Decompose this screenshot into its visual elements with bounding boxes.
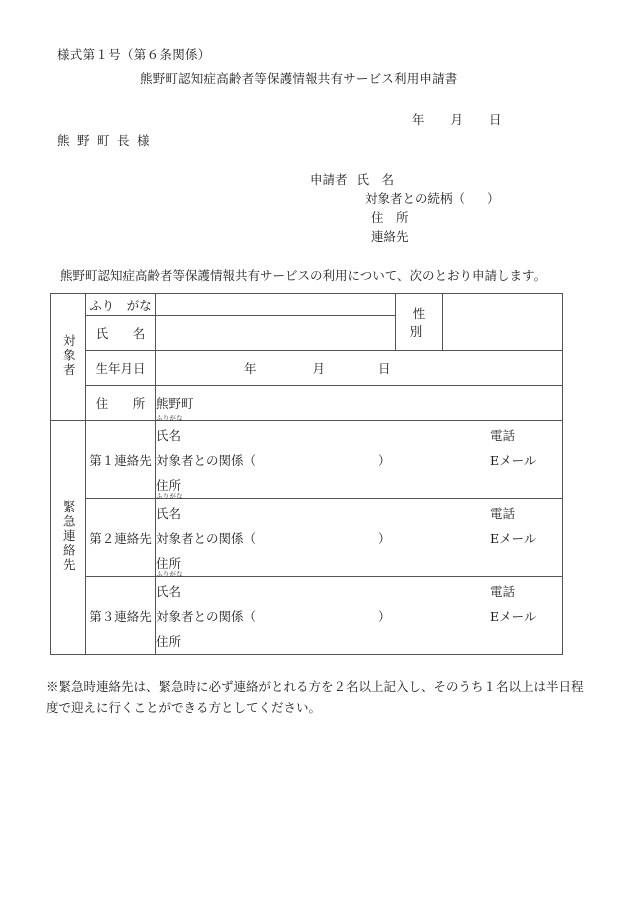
contact-2-phone-label: 電話 bbox=[490, 506, 516, 521]
footnote: ※緊急時連絡先は、緊急時に必ず連絡がとれる方を２名以上記入し、そのうち１名以上は半日程度で迎えに行くことができる方としてください。 bbox=[46, 679, 584, 715]
contact-2-email-label: Eメール bbox=[490, 531, 537, 546]
contact-2-name-line[interactable] bbox=[156, 492, 562, 526]
table-row bbox=[51, 421, 563, 499]
date-year-label: 年 bbox=[412, 112, 425, 127]
contact-3-relation-label: 対象者との関係（ bbox=[156, 609, 257, 624]
furigana-label: ふり がな bbox=[86, 294, 156, 316]
contact-1-relation-label: 対象者との関係（ bbox=[156, 453, 257, 468]
contact-1-body bbox=[156, 414, 563, 499]
table-row bbox=[51, 577, 563, 655]
table-row bbox=[51, 499, 563, 577]
table-row bbox=[51, 294, 563, 316]
contact-3-label: 第３連絡先 bbox=[86, 577, 156, 655]
applicant-relation-label: 対象者との続柄（ bbox=[365, 191, 466, 206]
contact-1-address-label: 住所 bbox=[156, 478, 182, 493]
contact-2-address-line[interactable] bbox=[156, 551, 562, 576]
subject-name-label bbox=[86, 316, 156, 351]
contact-3-name-label: 氏名 bbox=[156, 584, 182, 599]
applicant-block bbox=[310, 170, 500, 246]
application-table bbox=[50, 293, 563, 655]
addressee: 熊野町長様 bbox=[57, 133, 158, 148]
contact-2-relation-label: 対象者との関係（ bbox=[156, 531, 257, 546]
applicant-name-row bbox=[310, 170, 500, 189]
subject-address-input[interactable] bbox=[156, 386, 563, 421]
contact-1-address-line[interactable] bbox=[156, 473, 562, 498]
birth-year-label: 年 bbox=[244, 361, 257, 376]
table-row bbox=[51, 386, 563, 421]
sex-label bbox=[396, 294, 450, 351]
contact-3-email-label: Eメール bbox=[490, 609, 537, 624]
contact-1-phone-label: 電話 bbox=[490, 428, 516, 443]
date-month-label: 月 bbox=[450, 112, 464, 127]
date-day-label: 日 bbox=[489, 112, 502, 127]
applicant-contact-row bbox=[310, 227, 500, 246]
subject-name-input[interactable] bbox=[156, 316, 396, 351]
subject-vertical-label-text: 対象者 bbox=[61, 333, 77, 378]
subject-address-value: 熊野町 bbox=[156, 396, 194, 411]
contact-1-relation-line[interactable] bbox=[156, 448, 562, 473]
contact-2-body bbox=[156, 492, 563, 577]
contact-3-relation-close: ） bbox=[378, 609, 391, 624]
contact-1-label: 第１連絡先 bbox=[86, 421, 156, 499]
contact-2-relation-line[interactable] bbox=[156, 526, 562, 551]
contact-2-label: 第２連絡先 bbox=[86, 499, 156, 577]
contact-1-email-label: Eメール bbox=[490, 453, 537, 468]
subject-vertical-label bbox=[51, 294, 86, 421]
applicant-name-label: 氏 名 bbox=[356, 172, 395, 187]
contact-3-name-line[interactable] bbox=[156, 570, 562, 604]
contact-3-address-line[interactable] bbox=[156, 629, 562, 654]
birth-day-label: 日 bbox=[378, 361, 391, 376]
contact-1-name-label: 氏名 bbox=[156, 428, 182, 443]
contact-3-relation-line[interactable] bbox=[156, 604, 562, 629]
birthdate-label: 生年月日 bbox=[86, 351, 156, 386]
applicant-relation-row bbox=[310, 189, 500, 208]
furigana-input[interactable] bbox=[156, 294, 396, 316]
contact-2-furigana-ruby: ふりがな bbox=[156, 492, 183, 500]
contact-1-name-line[interactable] bbox=[156, 414, 562, 448]
contact-3-phone-label: 電話 bbox=[490, 584, 516, 599]
subject-address-label-text: 住 所 bbox=[95, 396, 152, 411]
subject-name-label-text: 氏 名 bbox=[95, 326, 152, 341]
birthdate-input[interactable] bbox=[156, 351, 563, 386]
form-code: 様式第１号（第６条関係） bbox=[57, 47, 211, 62]
intro-sentence: 熊野町認知症高齢者等保護情報共有サービスの利用について、次のとおり申請します。 bbox=[60, 268, 547, 283]
sex-input[interactable] bbox=[443, 294, 563, 351]
applicant-address-row bbox=[310, 208, 500, 227]
applicant-address-label: 住 所 bbox=[371, 210, 409, 225]
contact-1-relation-close: ） bbox=[378, 453, 391, 468]
applicant-contact-label: 連絡先 bbox=[371, 229, 409, 244]
birth-month-label: 月 bbox=[312, 361, 326, 376]
emergency-vertical-label bbox=[51, 421, 86, 655]
emergency-vertical-label-text: 緊急連絡先 bbox=[61, 499, 77, 573]
applicant-relation-close: ） bbox=[487, 191, 500, 206]
contact-3-body bbox=[156, 570, 563, 655]
document-title: 熊野町認知症高齢者等保護情報共有サービス利用申請書 bbox=[140, 71, 458, 86]
sex-label-text: 性 別 bbox=[409, 306, 450, 339]
applicant-lead-label: 申請者 bbox=[310, 172, 348, 187]
contact-2-relation-close: ） bbox=[378, 531, 391, 546]
contact-3-furigana-ruby: ふりがな bbox=[156, 570, 183, 578]
contact-2-name-label: 氏名 bbox=[156, 506, 182, 521]
contact-2-address-label: 住所 bbox=[156, 556, 182, 571]
contact-3-address-label: 住所 bbox=[156, 634, 182, 649]
contact-1-furigana-ruby: ふりがな bbox=[156, 414, 183, 422]
table-row bbox=[51, 351, 563, 386]
subject-address-label bbox=[86, 386, 156, 421]
date-entry-line bbox=[412, 110, 502, 128]
